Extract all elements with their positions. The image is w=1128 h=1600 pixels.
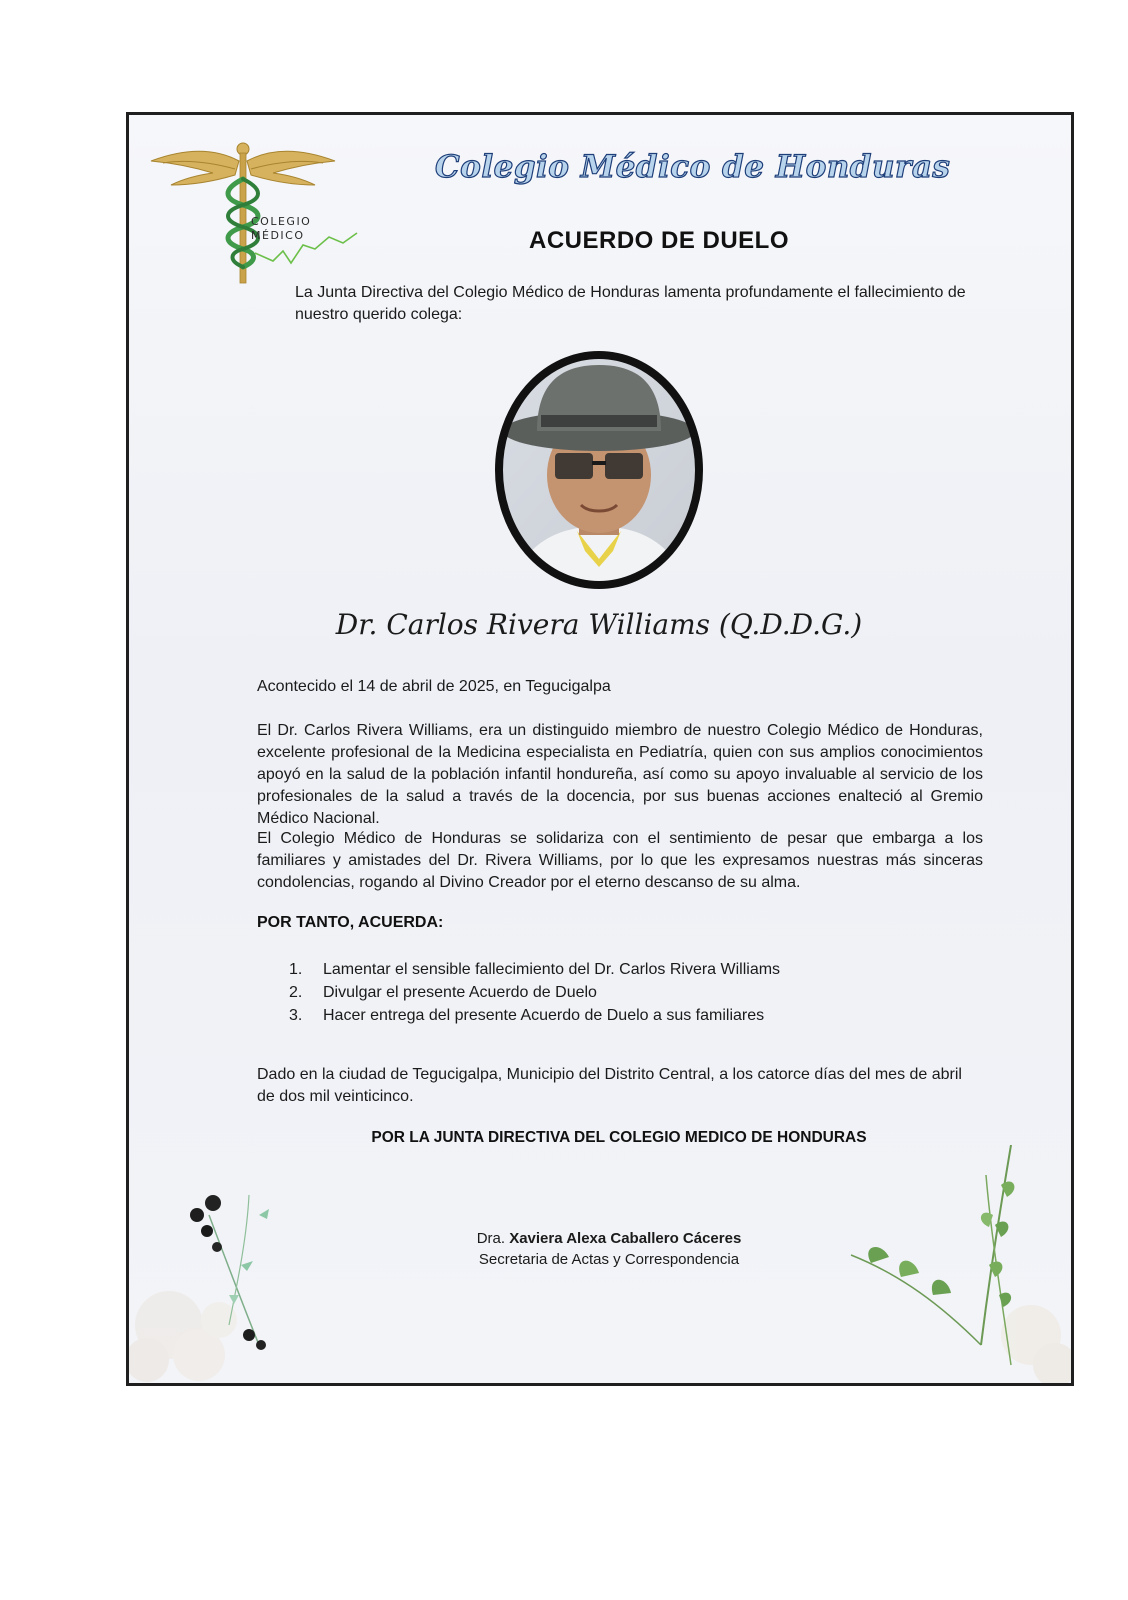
brand-title: Colegio Médico de Honduras bbox=[435, 149, 951, 185]
list-item bbox=[289, 958, 780, 981]
logo-text-line1: COLEGIO bbox=[251, 215, 312, 228]
signer-name: Xaviera Alexa Caballero Cáceres bbox=[509, 1230, 742, 1247]
document-sheet bbox=[126, 112, 1074, 1386]
document-title: ACUERDO DE DUELO bbox=[528, 227, 789, 254]
list-item bbox=[289, 981, 780, 1004]
signer-block bbox=[459, 1228, 759, 1270]
closing-paragraph: Dado en la ciudad de Tegucigalpa, Municipio del Distrito Central, a los catorce días del mes de abril de dos mil veinticinco. bbox=[257, 1066, 962, 1105]
leaves-decoration-icon bbox=[841, 1145, 1071, 1385]
colegio-medico-logo bbox=[143, 133, 363, 293]
deceased-name: Dr. Carlos Rivera Williams (Q.D.D.G.) bbox=[335, 608, 863, 641]
signer-role: Secretaria de Actas y Correspondencia bbox=[478, 1251, 740, 1268]
floral-decoration-icon bbox=[129, 1155, 329, 1385]
intro-paragraph: La Junta Directiva del Colegio Médico de Honduras lamenta profundamente el fallecimiento de nuestro querido colega: bbox=[295, 284, 966, 323]
list-item-text: Divulgar el presente Acuerdo de Duelo bbox=[323, 984, 597, 1001]
resolutions-list bbox=[289, 958, 780, 1027]
list-item-number: 3. bbox=[289, 1007, 303, 1024]
list-item-text: Lamentar el sensible fallecimiento del Dr. Carlos Rivera Williams bbox=[323, 961, 781, 978]
biography-paragraph: El Dr. Carlos Rivera Williams, era un distinguido miembro de nuestro Colegio Médico de Honduras, excelente profesional de la Medicina especialista en Pediatría, quien con sus amplios conocimientos apoyó en la salud de la población infantil hondureña, así como su apoyo invaluable al servicio de los profesionales de la salud a través de la docencia, por sus buenas acciones enalteció al Gremio Médico Nacional. bbox=[257, 722, 983, 827]
caduceus-icon bbox=[143, 133, 363, 293]
board-signature-line: POR LA JUNTA DIRECTIVA DEL COLEGIO MEDICO DE HONDURAS bbox=[371, 1129, 867, 1146]
list-item-number: 1. bbox=[289, 961, 303, 978]
list-item-text: Hacer entrega del presente Acuerdo de Duelo a sus familiares bbox=[323, 1007, 765, 1024]
logo-text-line2: MÉDICO bbox=[251, 229, 305, 242]
list-item bbox=[289, 1004, 780, 1027]
logo-text bbox=[251, 215, 311, 243]
list-item-number: 2. bbox=[289, 984, 303, 1001]
signer-name-line bbox=[459, 1228, 759, 1249]
por-tanto-heading: POR TANTO, ACUERDA: bbox=[257, 914, 444, 931]
portrait-photo bbox=[489, 345, 709, 595]
signer-prefix: Dra. bbox=[476, 1230, 506, 1247]
condolences-paragraph: El Colegio Médico de Honduras se solidariza con el sentimiento de pesar que embarga a los familiares y amistades del Dr. Rivera Williams, por lo que les expresamos nuestras más sinceras condolencias, rogando al Divino Creador por el eterno descanso de su alma. bbox=[257, 830, 983, 891]
date-line: Acontecido el 14 de abril de 2025, en Tegucigalpa bbox=[257, 678, 611, 695]
